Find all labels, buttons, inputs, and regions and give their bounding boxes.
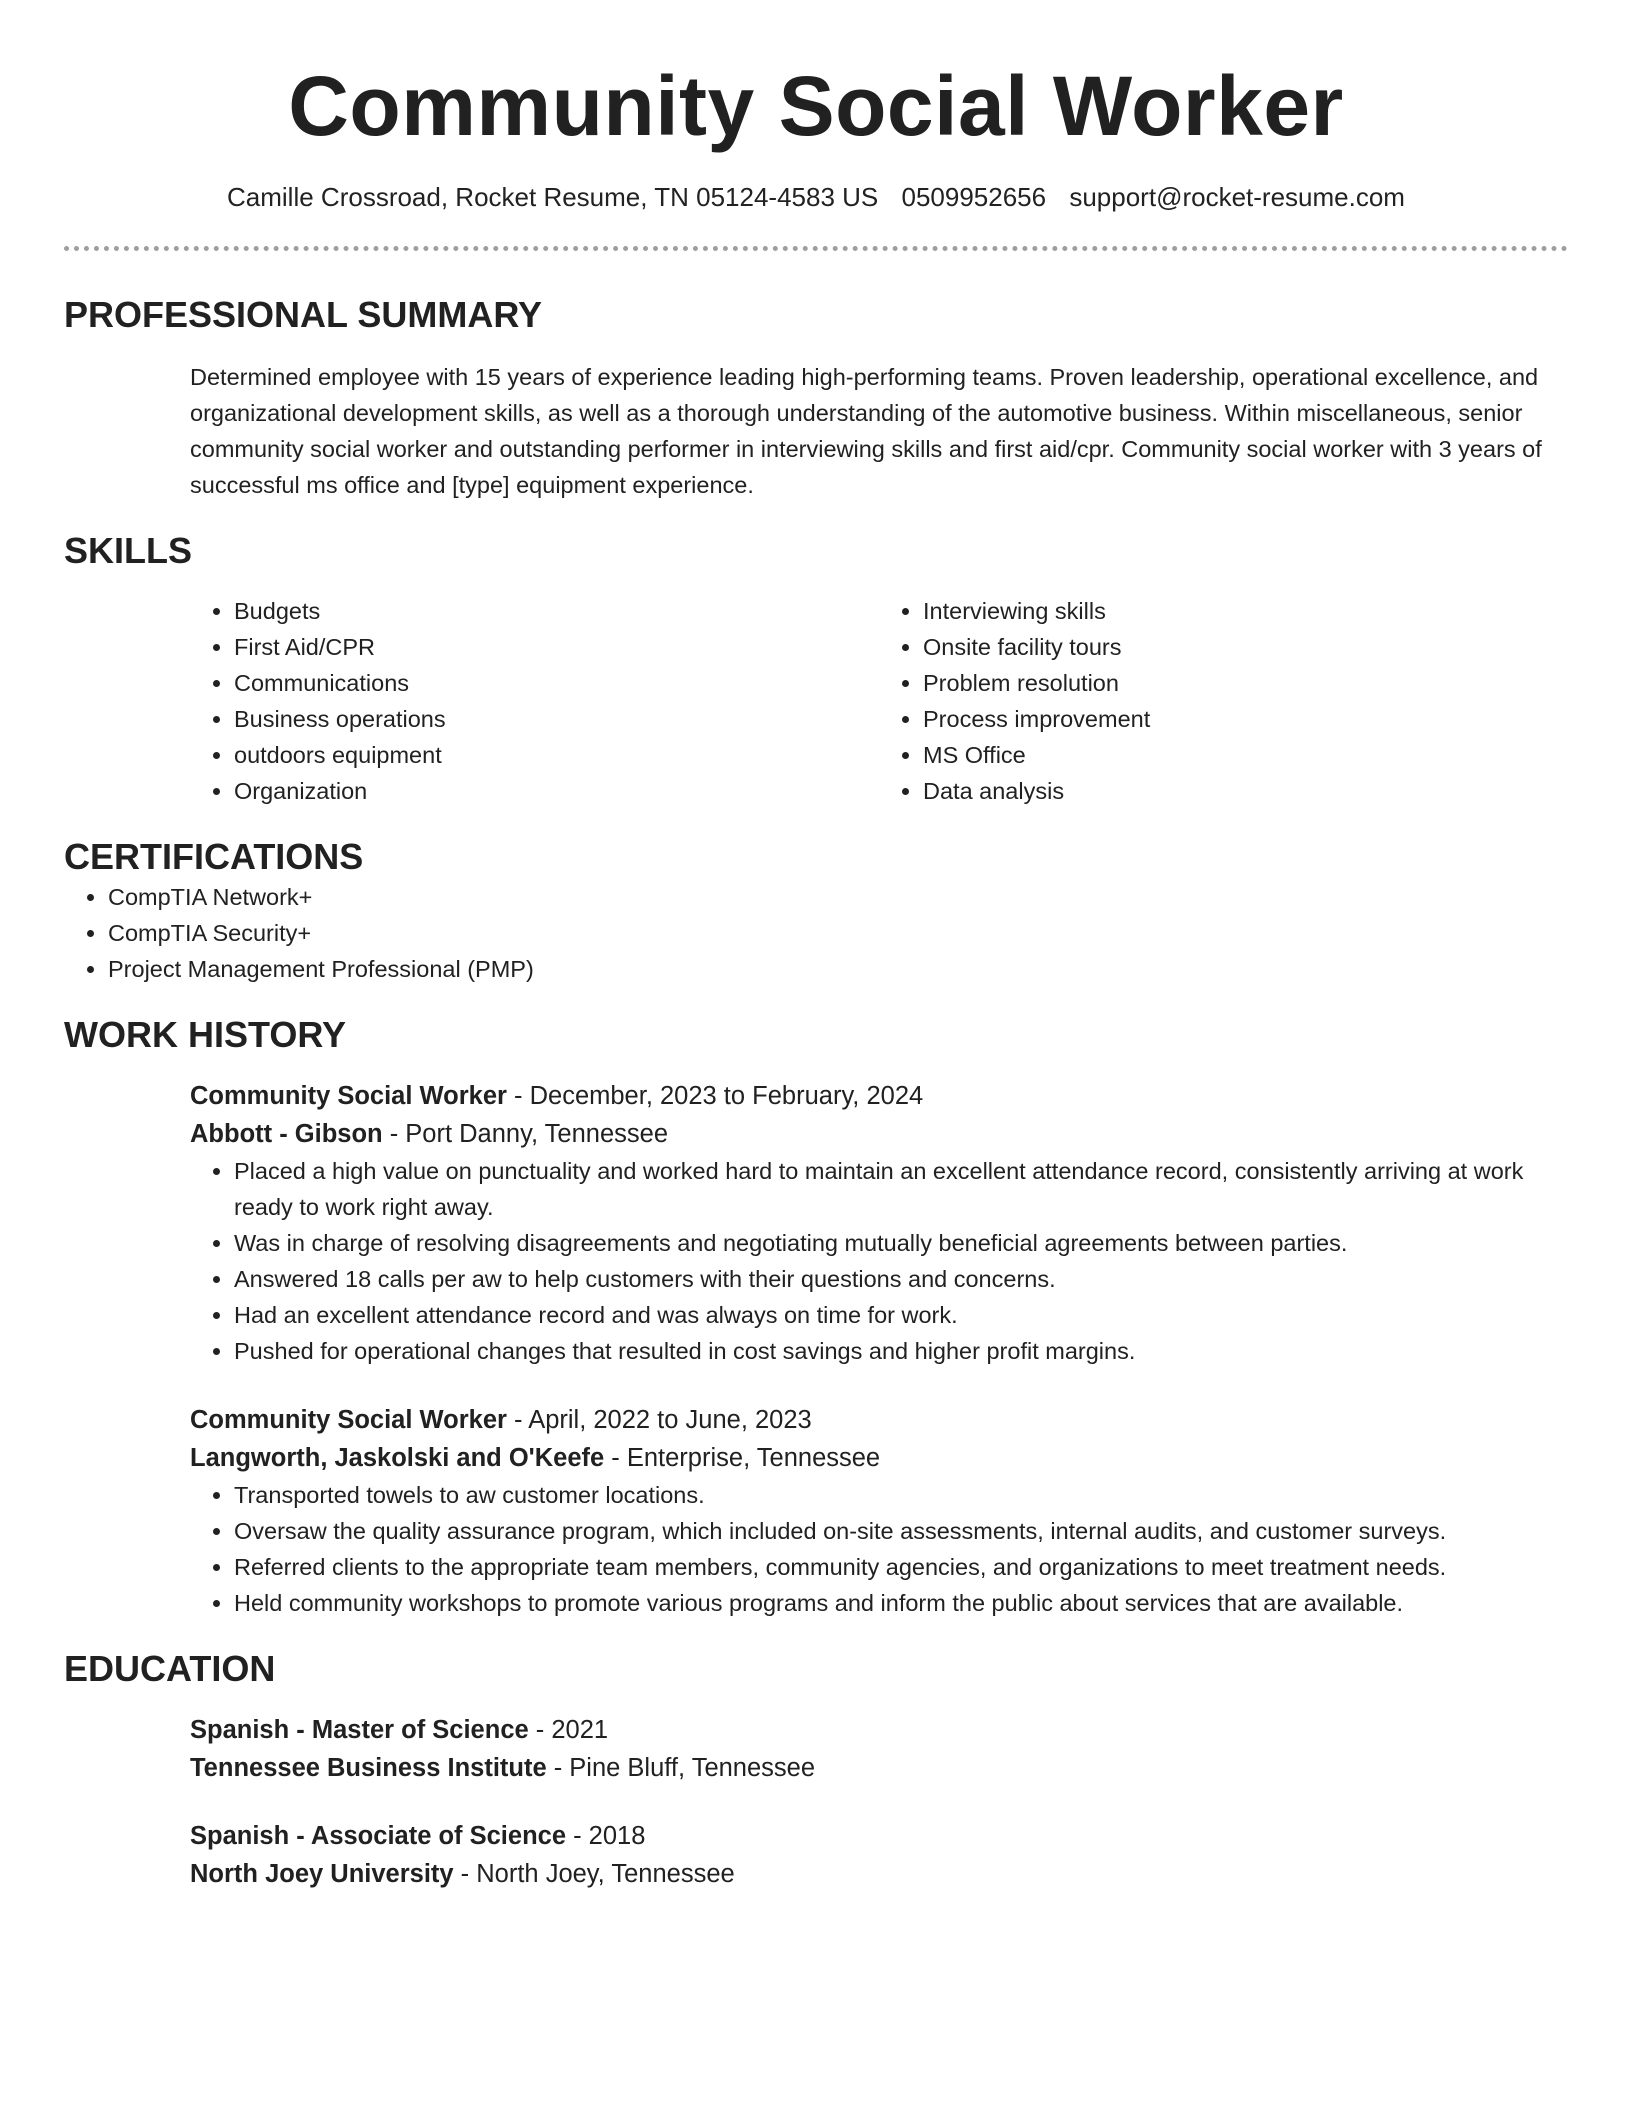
degree-name: Spanish - Master of Science	[190, 1716, 529, 1744]
job-bullet-list	[190, 1477, 1568, 1621]
skills-section	[64, 529, 1568, 809]
skill-item: • outdoors equipment	[234, 737, 879, 773]
job-company: Abbott - Gibson	[190, 1120, 383, 1148]
certification-item: • Project Management Professional (PMP)	[108, 951, 1568, 987]
job-role-line	[190, 1077, 1568, 1115]
degree-year: - 2021	[528, 1716, 609, 1744]
job-location: - Port Danny, Tennessee	[382, 1120, 669, 1148]
certification-item: • CompTIA Network+	[108, 879, 1568, 915]
header-divider	[64, 246, 1568, 251]
skill-item: • Budgets	[234, 593, 879, 629]
skill-item: • First Aid/CPR	[234, 629, 879, 665]
job-bullet-list	[190, 1153, 1568, 1369]
degree-year: - 2018	[566, 1822, 646, 1850]
job-bullet: • Answered 18 calls per aw to help customers with their questions and concerns.	[234, 1261, 1568, 1297]
work-history-section	[64, 1013, 1568, 1621]
summary-section	[64, 293, 1568, 503]
contact-address: Camille Crossroad, Rocket Resume, TN 05124-4583 US	[227, 182, 879, 212]
job-location: - Enterprise, Tennessee	[604, 1444, 881, 1472]
school-name: Tennessee Business Institute	[190, 1754, 547, 1782]
skills-heading: SKILLS	[64, 530, 193, 571]
job-role: Community Social Worker	[190, 1406, 507, 1434]
job-entry	[190, 1401, 1568, 1621]
contact-phone: 0509952656	[901, 182, 1047, 212]
skill-item: • MS Office	[923, 737, 1568, 773]
school-name: North Joey University	[190, 1860, 454, 1888]
degree-name: Spanish - Associate of Science	[190, 1822, 567, 1850]
skill-item: • Communications	[234, 665, 879, 701]
job-bullet: • Oversaw the quality assurance program, which included on-site assessments, internal audits, and customer surveys.	[234, 1513, 1568, 1549]
job-entry	[190, 1077, 1568, 1369]
job-bullet: • Transported towels to aw customer locations.	[234, 1477, 1568, 1513]
summary-text: Determined employee with 15 years of experience leading high-performing teams. Proven leadership, operational excellence, and organizational development skills, as well as a thorough understanding of the automotive business. Within miscellaneous, senior community social worker and outstanding performer in interviewing skills and first aid/cpr. Community social worker with 3 years of successful ms office and [type] equipment experience.	[190, 364, 1542, 498]
summary-heading: PROFESSIONAL SUMMARY	[64, 294, 543, 335]
education-heading: EDUCATION	[64, 1648, 276, 1689]
skill-item: • Data analysis	[923, 773, 1568, 809]
skills-left-list	[190, 593, 879, 809]
job-bullet: • Pushed for operational changes that resulted in cost savings and higher profit margins.	[234, 1333, 1568, 1369]
skill-item: • Organization	[234, 773, 879, 809]
job-bullet: • Held community workshops to promote various programs and inform the public about services that are available.	[234, 1585, 1568, 1621]
job-dates: - April, 2022 to June, 2023	[506, 1406, 812, 1434]
contact-email: support@rocket-resume.com	[1069, 182, 1405, 212]
skill-item: • Onsite facility tours	[923, 629, 1568, 665]
job-role: Community Social Worker	[190, 1082, 507, 1110]
job-company-line	[190, 1439, 1568, 1477]
job-bullet: • Placed a high value on punctuality and worked hard to maintain an excellent attendance record, consistently arriving at work ready to work right away.	[234, 1153, 1568, 1225]
skill-item: • Interviewing skills	[923, 593, 1568, 629]
contact-line	[64, 180, 1568, 214]
job-bullet: • Referred clients to the appropriate team members, community agencies, and organizations to meet treatment needs.	[234, 1549, 1568, 1585]
work-history-heading: WORK HISTORY	[64, 1014, 347, 1055]
certifications-heading: CERTIFICATIONS	[64, 836, 364, 877]
education-entry	[190, 1817, 1568, 1893]
skill-item: • Business operations	[234, 701, 879, 737]
job-company: Langworth, Jaskolski and O'Keefe	[190, 1444, 605, 1472]
certifications-list	[64, 879, 1568, 987]
degree-line	[190, 1711, 1568, 1749]
skills-grid	[190, 593, 1568, 809]
job-dates: - December, 2023 to February, 2024	[506, 1082, 924, 1110]
resume-title: Community Social Worker	[288, 59, 1344, 153]
job-bullet: • Had an excellent attendance record and was always on time for work.	[234, 1297, 1568, 1333]
skills-right-list	[879, 593, 1568, 809]
education-entry	[190, 1711, 1568, 1787]
education-section	[64, 1647, 1568, 1893]
certification-item: • CompTIA Security+	[108, 915, 1568, 951]
skill-item: • Problem resolution	[923, 665, 1568, 701]
skill-item: • Process improvement	[923, 701, 1568, 737]
certifications-section	[64, 835, 1568, 987]
job-bullet: • Was in charge of resolving disagreements and negotiating mutually beneficial agreements between parties.	[234, 1225, 1568, 1261]
job-company-line	[190, 1115, 1568, 1153]
school-location: - Pine Bluff, Tennessee	[546, 1754, 816, 1782]
school-line	[190, 1749, 1568, 1787]
job-role-line	[190, 1401, 1568, 1439]
school-location: - North Joey, Tennessee	[453, 1860, 735, 1888]
school-line	[190, 1855, 1568, 1893]
degree-line	[190, 1817, 1568, 1855]
